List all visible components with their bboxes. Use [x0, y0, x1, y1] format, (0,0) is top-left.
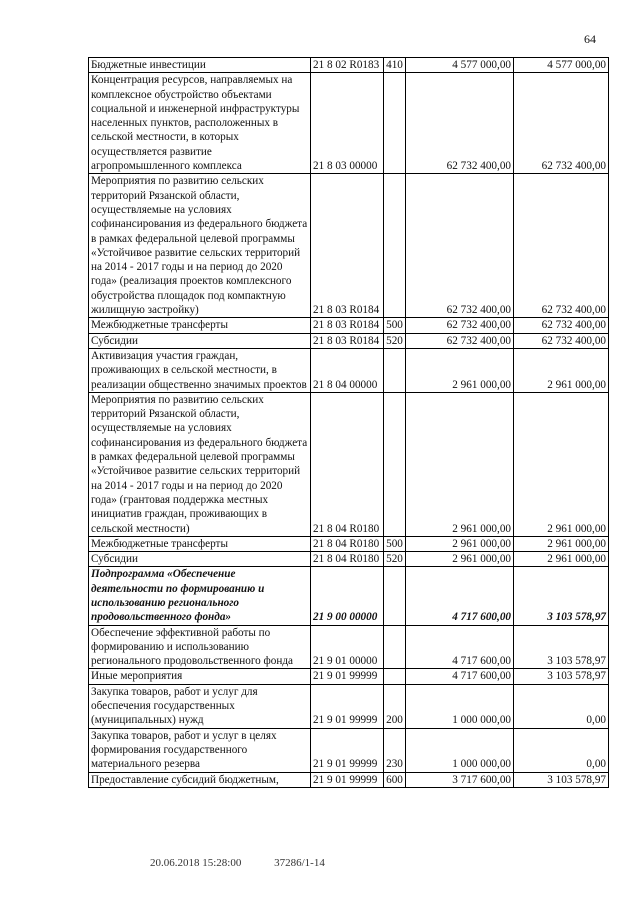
row-code-cell: 21 8 03 R0184 [311, 333, 384, 348]
row-amount-actual-cell: 3 103 578,97 [514, 669, 609, 684]
row-expense-type-cell: 500 [384, 536, 406, 551]
row-name-cell: Активизация участия граждан, проживающих в сельской местности, в реализации общественно значимых проектов [89, 348, 311, 392]
row-amount-actual-cell: 2 961 000,00 [514, 536, 609, 551]
row-name-cell: Субсидии [89, 333, 311, 348]
table-row [89, 174, 609, 318]
row-code-cell: 21 8 04 R0180 [311, 392, 384, 536]
row-amount-actual-cell: 2 961 000,00 [514, 552, 609, 567]
row-amount-plan-cell: 2 961 000,00 [406, 392, 514, 536]
row-code-cell: 21 8 04 00000 [311, 348, 384, 392]
row-expense-type-cell: 500 [384, 318, 406, 333]
table-row [89, 348, 609, 392]
row-name-cell: Подпрограмма «Обеспечение деятельности по формированию и использованию регионального продовольственного фонда» [89, 567, 311, 625]
row-amount-actual-cell: 62 732 400,00 [514, 318, 609, 333]
table-row [89, 552, 609, 567]
table-row [89, 318, 609, 333]
row-expense-type-cell: 410 [384, 58, 406, 73]
row-amount-plan-cell: 1 000 000,00 [406, 728, 514, 772]
row-name-cell: Межбюджетные трансферты [89, 318, 311, 333]
row-expense-type-cell: 200 [384, 684, 406, 728]
row-amount-actual-cell: 3 103 578,97 [514, 625, 609, 669]
row-amount-actual-cell: 62 732 400,00 [514, 73, 609, 174]
row-name-cell: Предоставление субсидий бюджетным, [89, 772, 311, 787]
row-code-cell: 21 9 01 99999 [311, 669, 384, 684]
row-code-cell: 21 9 00 00000 [311, 567, 384, 625]
row-code-cell: 21 8 02 R0183 [311, 58, 384, 73]
row-expense-type-cell: 230 [384, 728, 406, 772]
row-amount-plan-cell: 2 961 000,00 [406, 552, 514, 567]
row-code-cell: 21 8 04 R0180 [311, 536, 384, 551]
row-amount-plan-cell: 2 961 000,00 [406, 536, 514, 551]
row-code-cell: 21 8 03 00000 [311, 73, 384, 174]
row-expense-type-cell [384, 567, 406, 625]
row-name-cell: Закупка товаров, работ и услуг в целях формирования государственного материального резерва [89, 728, 311, 772]
footer-datetime: 20.06.2018 15:28:00 [150, 857, 242, 869]
row-code-cell: 21 8 03 R0184 [311, 174, 384, 318]
footer-doc-number: 37286/1-14 [274, 857, 325, 869]
row-expense-type-cell [384, 348, 406, 392]
table-row [89, 536, 609, 551]
row-expense-type-cell: 520 [384, 333, 406, 348]
table-row [89, 567, 609, 625]
budget-table [88, 57, 609, 788]
row-name-cell: Бюджетные инвестиции [89, 58, 311, 73]
page-number: 64 [584, 32, 596, 46]
row-amount-plan-cell: 1 000 000,00 [406, 684, 514, 728]
table-row [89, 73, 609, 174]
row-code-cell: 21 8 04 R0180 [311, 552, 384, 567]
table-row [89, 58, 609, 73]
row-name-cell: Субсидии [89, 552, 311, 567]
table-row [89, 772, 609, 787]
row-amount-actual-cell: 62 732 400,00 [514, 333, 609, 348]
row-name-cell: Обеспечение эффективной работы по формированию и использованию регионального продовольственного фонда [89, 625, 311, 669]
table-row [89, 728, 609, 772]
row-expense-type-cell: 600 [384, 772, 406, 787]
budget-table-body [89, 58, 609, 788]
row-code-cell: 21 9 01 99999 [311, 684, 384, 728]
row-amount-actual-cell: 2 961 000,00 [514, 348, 609, 392]
table-row [89, 625, 609, 669]
row-code-cell: 21 8 03 R0184 [311, 318, 384, 333]
table-row [89, 392, 609, 536]
row-name-cell: Мероприятия по развитию сельских территорий Рязанской области, осуществляемые на условиях софинансирования из федерального бюджета в рамках федеральной целевой программы «Устойчивое развитие сельских территорий на 2014 - 2017 годы и на период до 2020 года» (реализация проектов комплексного обустройства площадок под компактную жилищную застройку) [89, 174, 311, 318]
row-expense-type-cell [384, 625, 406, 669]
row-amount-actual-cell: 3 103 578,97 [514, 567, 609, 625]
row-expense-type-cell [384, 73, 406, 174]
row-code-cell: 21 9 01 00000 [311, 625, 384, 669]
row-amount-plan-cell: 4 577 000,00 [406, 58, 514, 73]
row-amount-plan-cell: 4 717 600,00 [406, 625, 514, 669]
row-amount-plan-cell: 3 717 600,00 [406, 772, 514, 787]
row-amount-plan-cell: 62 732 400,00 [406, 174, 514, 318]
row-code-cell: 21 9 01 99999 [311, 728, 384, 772]
row-name-cell: Закупка товаров, работ и услуг для обеспечения государственных (муниципальных) нужд [89, 684, 311, 728]
row-amount-plan-cell: 62 732 400,00 [406, 333, 514, 348]
table-row [89, 669, 609, 684]
row-code-cell: 21 9 01 99999 [311, 772, 384, 787]
row-name-cell: Концентрация ресурсов, направляемых на комплексное обустройство объектами социальной и инженерной инфраструктуры населенных пунктов, расположенных в сельской местности, в которых осуществляется развитие агропромышленного комплекса [89, 73, 311, 174]
row-amount-plan-cell: 62 732 400,00 [406, 73, 514, 174]
row-amount-actual-cell: 62 732 400,00 [514, 174, 609, 318]
row-name-cell: Межбюджетные трансферты [89, 536, 311, 551]
table-row [89, 333, 609, 348]
row-amount-plan-cell: 4 717 600,00 [406, 669, 514, 684]
row-amount-actual-cell: 2 961 000,00 [514, 392, 609, 536]
row-expense-type-cell [384, 174, 406, 318]
row-expense-type-cell [384, 669, 406, 684]
page-footer [150, 857, 355, 869]
table-row [89, 684, 609, 728]
row-expense-type-cell: 520 [384, 552, 406, 567]
row-name-cell: Иные мероприятия [89, 669, 311, 684]
row-name-cell: Мероприятия по развитию сельских территорий Рязанской области, осуществляемые на условиях софинансирования из федерального бюджета в рамках федеральной целевой программы «Устойчивое развитие сельских территорий на 2014 - 2017 годы и на период до 2020 года» (грантовая поддержка местных инициатив граждан, проживающих в сельской местности) [89, 392, 311, 536]
row-amount-actual-cell: 3 103 578,97 [514, 772, 609, 787]
row-amount-plan-cell: 62 732 400,00 [406, 318, 514, 333]
row-amount-plan-cell: 2 961 000,00 [406, 348, 514, 392]
row-amount-actual-cell: 4 577 000,00 [514, 58, 609, 73]
row-amount-actual-cell: 0,00 [514, 684, 609, 728]
row-amount-plan-cell: 4 717 600,00 [406, 567, 514, 625]
row-expense-type-cell [384, 392, 406, 536]
row-amount-actual-cell: 0,00 [514, 728, 609, 772]
